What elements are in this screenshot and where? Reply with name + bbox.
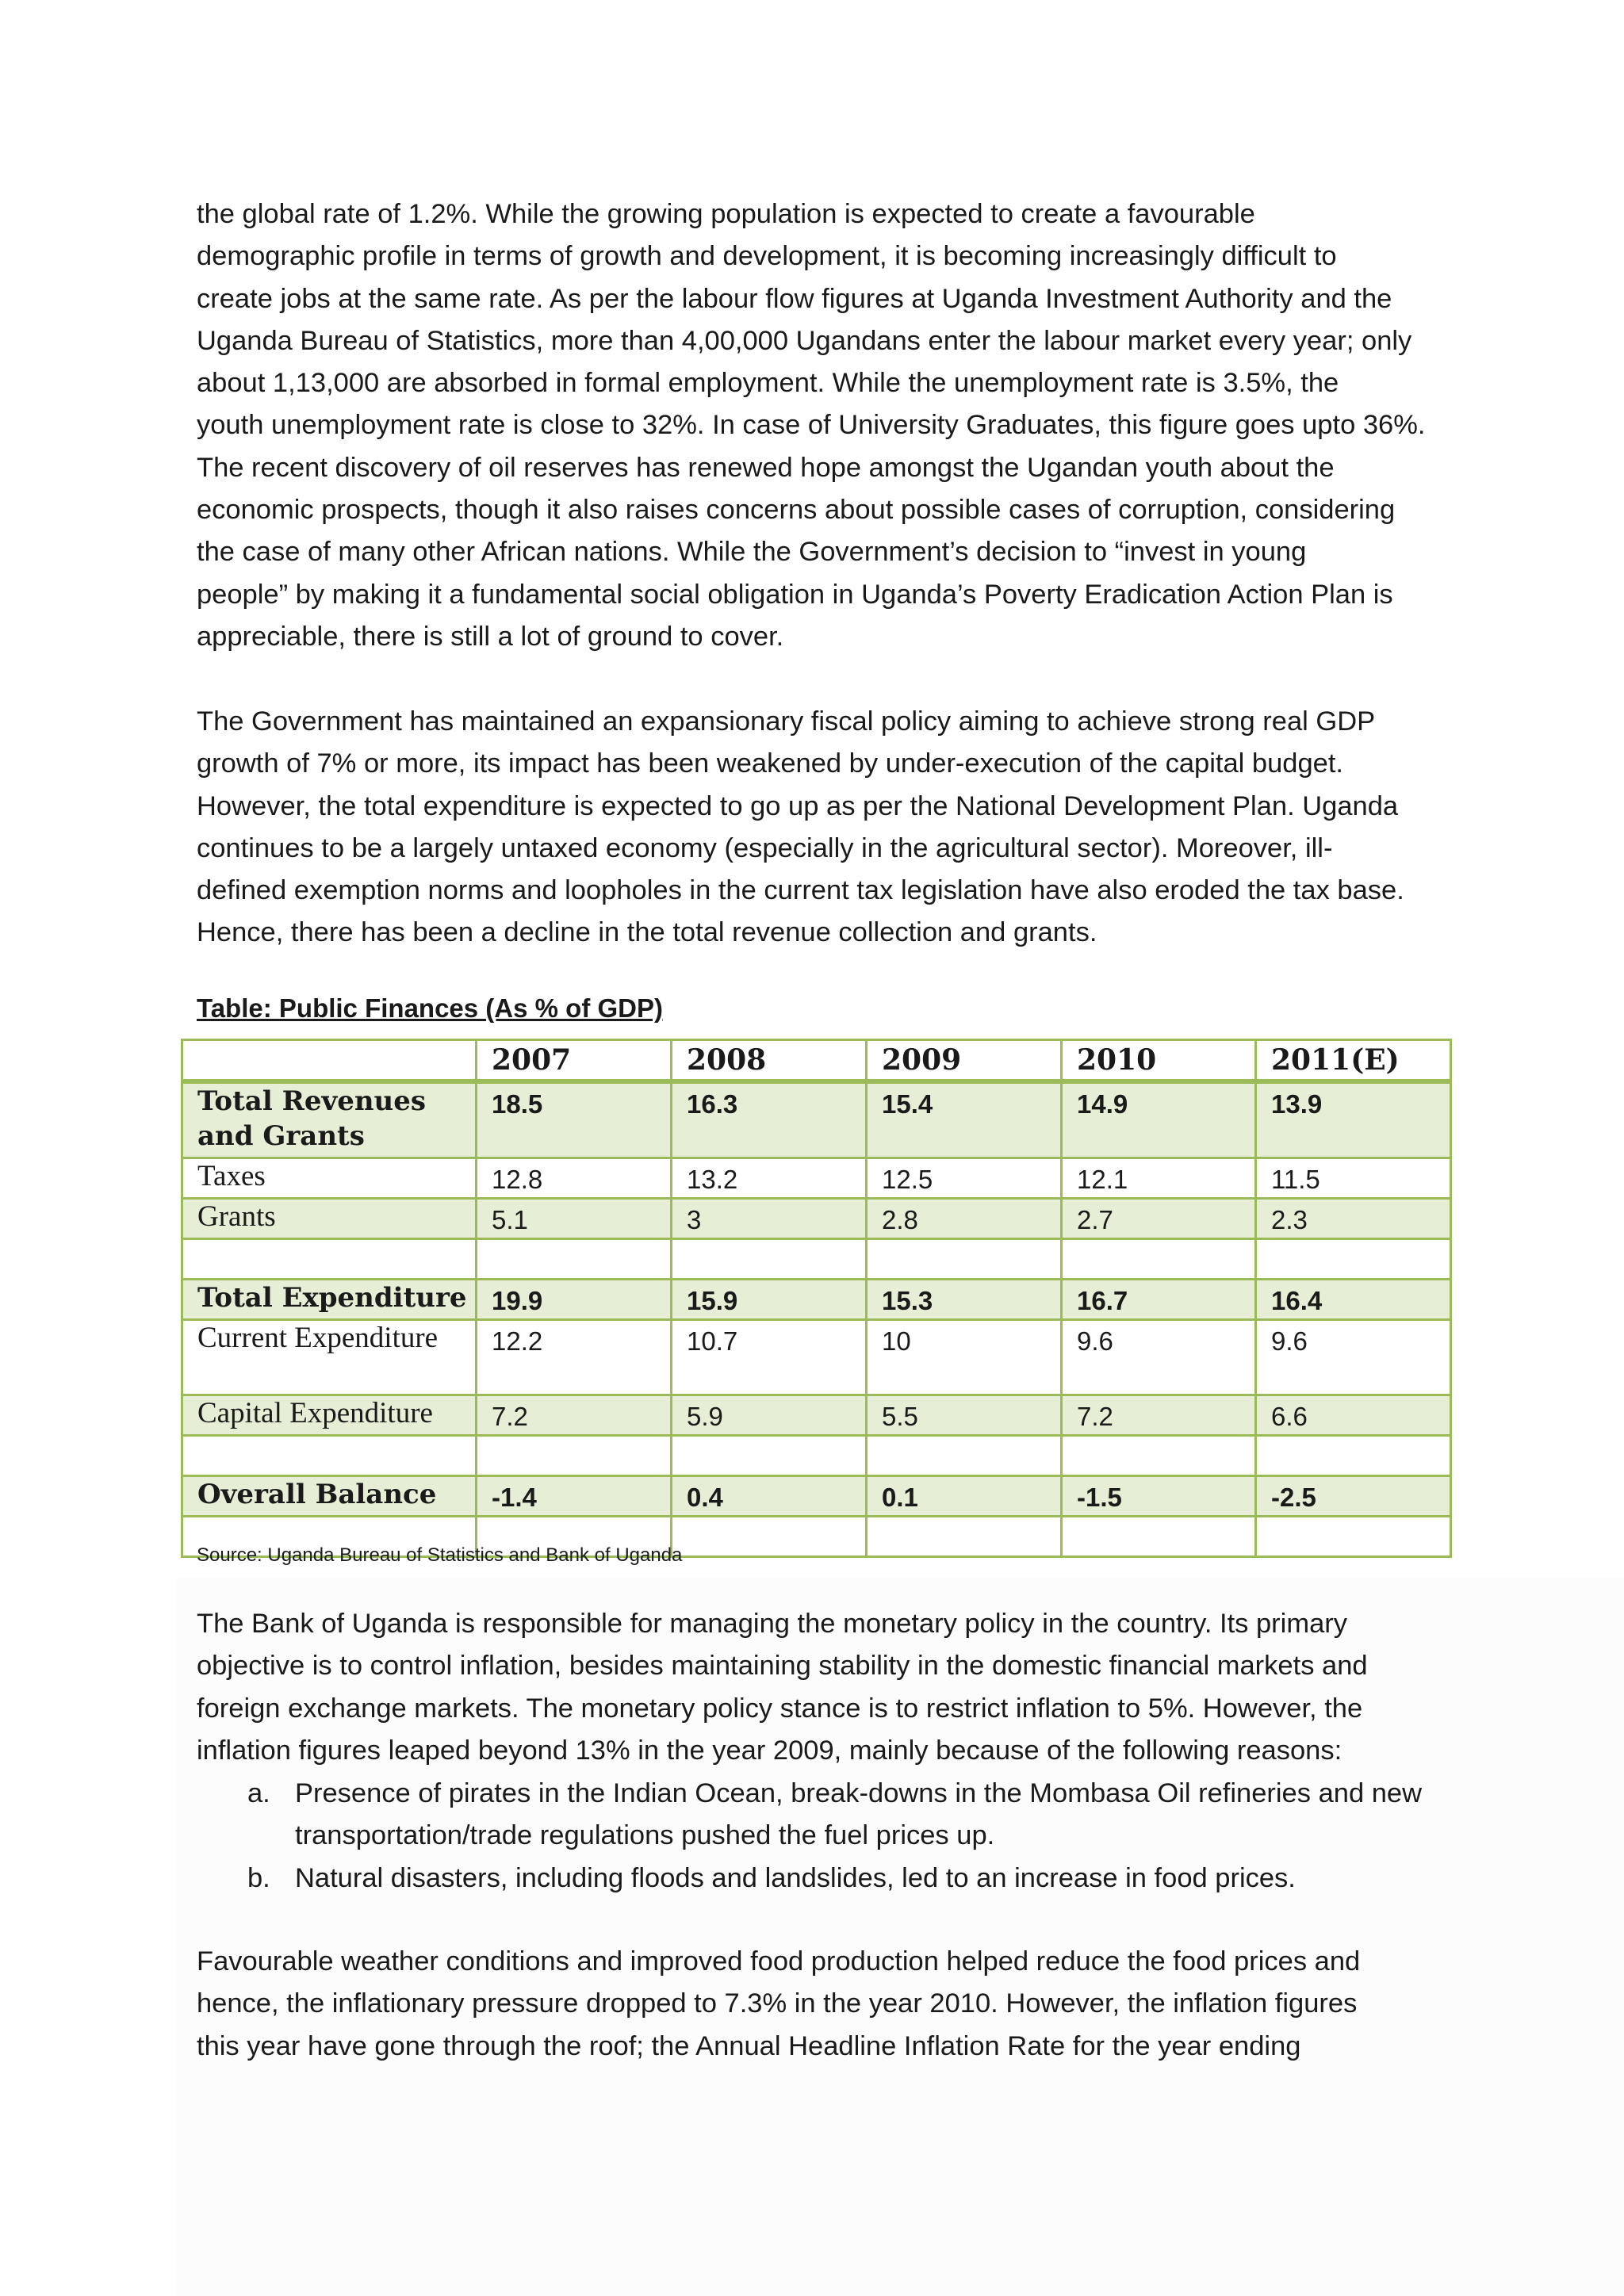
table-row <box>182 1320 1451 1395</box>
text-line: youth unemployment rate is close to 32%. In case of University Graduates, this figure goes upto 36%. <box>197 410 1426 441</box>
text-line: the case of many other African nations. While the Government’s decision to “invest in young <box>197 537 1307 568</box>
value-cell: 7.2 <box>1062 1395 1256 1436</box>
header-cell: 2008 <box>672 1040 867 1082</box>
text-line: about 1,13,000 are absorbed in formal employment. While the unemployment rate is 3.5%, the <box>197 368 1339 399</box>
row-label-cell: Grants <box>182 1199 477 1239</box>
text-line: continues to be a largely untaxed economy (especially in the agricultural sector). Moreover, ill- <box>197 832 1333 863</box>
table-row <box>182 1280 1451 1320</box>
value-cell: 16.4 <box>1256 1280 1451 1320</box>
header-cell: 2009 <box>867 1040 1062 1082</box>
text-line: Hence, there has been a decline in the total revenue collection and grants. <box>197 917 1097 948</box>
value-cell: 13.9 <box>1256 1081 1451 1158</box>
table-caption: Table: Public Finances (As % of GDP) <box>197 993 663 1023</box>
value-cell: 14.9 <box>1062 1081 1256 1158</box>
row-label-cell: Overall Balance <box>182 1476 477 1517</box>
text-line: this year have gone through the roof; the Annual Headline Inflation Rate for the year ending <box>197 2030 1301 2061</box>
table-row <box>182 1395 1451 1436</box>
text-line: The Government has maintained an expansionary fiscal policy aiming to achieve strong real GDP <box>197 706 1376 737</box>
value-cell: 2.3 <box>1256 1199 1451 1239</box>
text-line: The Bank of Uganda is responsible for managing the monetary policy in the country. Its primary <box>197 1609 1348 1639</box>
value-cell <box>1062 1436 1256 1476</box>
value-cell: -1.5 <box>1062 1476 1256 1517</box>
table-header-row <box>182 1040 1451 1082</box>
table-row <box>182 1081 1451 1158</box>
table-row <box>182 1239 1451 1280</box>
value-cell: 18.5 <box>477 1081 672 1158</box>
value-cell: 10 <box>867 1320 1062 1395</box>
row-label-cell: Capital Expenditure <box>182 1395 477 1436</box>
paragraph-inflation <box>197 1941 1434 2068</box>
value-cell: 0.1 <box>867 1476 1062 1517</box>
paragraph-fiscal-policy <box>197 701 1434 955</box>
value-cell <box>867 1517 1062 1557</box>
text-line: Favourable weather conditions and improved food production helped reduce the food prices and <box>197 1946 1361 1976</box>
value-cell <box>477 1239 672 1280</box>
value-cell <box>1256 1239 1451 1280</box>
header-cell <box>182 1040 477 1082</box>
value-cell: 12.2 <box>477 1320 672 1395</box>
table-row <box>182 1436 1451 1476</box>
value-cell: 15.4 <box>867 1081 1062 1158</box>
row-label-cell: Total Expenditure <box>182 1280 477 1320</box>
value-cell <box>477 1436 672 1476</box>
text-line: Natural disasters, including floods and landslides, led to an increase in food prices. <box>295 1862 1296 1893</box>
value-cell: 12.5 <box>867 1158 1062 1199</box>
value-cell: 11.5 <box>1256 1158 1451 1199</box>
value-cell <box>1256 1436 1451 1476</box>
list-marker: a. <box>247 1778 270 1808</box>
value-cell: 6.6 <box>1256 1395 1451 1436</box>
value-cell: 15.9 <box>672 1280 867 1320</box>
value-cell: 9.6 <box>1256 1320 1451 1395</box>
value-cell <box>1062 1239 1256 1280</box>
text-line: growth of 7% or more, its impact has been weakened by under-execution of the capital budget. <box>197 748 1344 779</box>
value-cell: 9.6 <box>1062 1320 1256 1395</box>
value-cell <box>672 1436 867 1476</box>
list-marker: b. <box>247 1862 270 1893</box>
text-line: inflation figures leaped beyond 13% in the year 2009, mainly because of the following reasons: <box>197 1735 1342 1766</box>
text-line: However, the total expenditure is expected to go up as per the National Development Plan. Uganda <box>197 790 1399 821</box>
text-line: Uganda Bureau of Statistics, more than 4,00,000 Ugandans enter the labour market every year; only <box>197 325 1412 356</box>
row-label-cell: Taxes <box>182 1158 477 1199</box>
text-line: people” by making it a fundamental social obligation in Uganda’s Poverty Eradication Action Plan is <box>197 579 1393 610</box>
header-cell: 2010 <box>1062 1040 1256 1082</box>
value-cell: 7.2 <box>477 1395 672 1436</box>
value-cell: 2.8 <box>867 1199 1062 1239</box>
row-label-cell <box>182 1239 477 1280</box>
value-cell: -1.4 <box>477 1476 672 1517</box>
table-source-note: Source: Uganda Bureau of Statistics and Bank of Uganda <box>197 1544 683 1566</box>
value-cell: 5.5 <box>867 1395 1062 1436</box>
list-item <box>197 1858 1450 1900</box>
value-cell: 5.9 <box>672 1395 867 1436</box>
value-cell: 12.1 <box>1062 1158 1256 1199</box>
text-line: create jobs at the same rate. As per the labour flow figures at Uganda Investment Authority and the <box>197 283 1392 314</box>
text-line: transportation/trade regulations pushed the fuel prices up. <box>295 1820 995 1851</box>
table-row <box>182 1199 1451 1239</box>
value-cell: 2.7 <box>1062 1199 1256 1239</box>
value-cell: -2.5 <box>1256 1476 1451 1517</box>
text-line: The recent discovery of oil reserves has renewed hope amongst the Ugandan youth about the <box>197 452 1335 483</box>
header-cell: 2007 <box>477 1040 672 1082</box>
row-label-cell <box>182 1436 477 1476</box>
value-cell: 3 <box>672 1199 867 1239</box>
value-cell <box>1256 1517 1451 1557</box>
paragraph-population <box>197 193 1434 658</box>
table-row <box>182 1476 1451 1517</box>
text-line: demographic profile in terms of growth and development, it is becoming increasingly difficult to <box>197 241 1337 272</box>
value-cell: 16.3 <box>672 1081 867 1158</box>
value-cell: 10.7 <box>672 1320 867 1395</box>
value-cell <box>672 1517 867 1557</box>
text-line: economic prospects, though it also raises concerns about possible cases of corruption, considering <box>197 495 1396 526</box>
table-row <box>182 1158 1451 1199</box>
paragraph-monetary-policy <box>197 1603 1434 1772</box>
value-cell: 5.1 <box>477 1199 672 1239</box>
reasons-list <box>197 1773 1450 1900</box>
value-cell: 0.4 <box>672 1476 867 1517</box>
text-line: objective is to control inflation, besides maintaining stability in the domestic financial markets and <box>197 1651 1368 1682</box>
value-cell <box>672 1239 867 1280</box>
header-cell: 2011(E) <box>1256 1040 1451 1082</box>
row-label-cell: Total Revenues and Grants <box>182 1081 477 1158</box>
text-line: foreign exchange markets. The monetary policy stance is to restrict inflation to 5%. However, the <box>197 1693 1363 1724</box>
text-line: defined exemption norms and loopholes in the current tax legislation have also eroded the tax base. <box>197 875 1404 906</box>
value-cell <box>867 1239 1062 1280</box>
text-line: Presence of pirates in the Indian Ocean, break-downs in the Mombasa Oil refineries and new <box>295 1778 1423 1808</box>
text-line: appreciable, there is still a lot of ground to cover. <box>197 621 784 652</box>
value-cell: 19.9 <box>477 1280 672 1320</box>
public-finances-table <box>181 1039 1452 1558</box>
value-cell: 12.8 <box>477 1158 672 1199</box>
value-cell <box>1062 1517 1256 1557</box>
row-label-cell: Current Expenditure <box>182 1320 477 1395</box>
list-item <box>197 1773 1450 1858</box>
value-cell: 16.7 <box>1062 1280 1256 1320</box>
text-line: the global rate of 1.2%. While the growing population is expected to create a favourable <box>197 199 1255 229</box>
value-cell: 15.3 <box>867 1280 1062 1320</box>
value-cell <box>867 1436 1062 1476</box>
text-line: hence, the inflationary pressure dropped to 7.3% in the year 2010. However, the inflation figures <box>197 1988 1358 2019</box>
value-cell: 13.2 <box>672 1158 867 1199</box>
